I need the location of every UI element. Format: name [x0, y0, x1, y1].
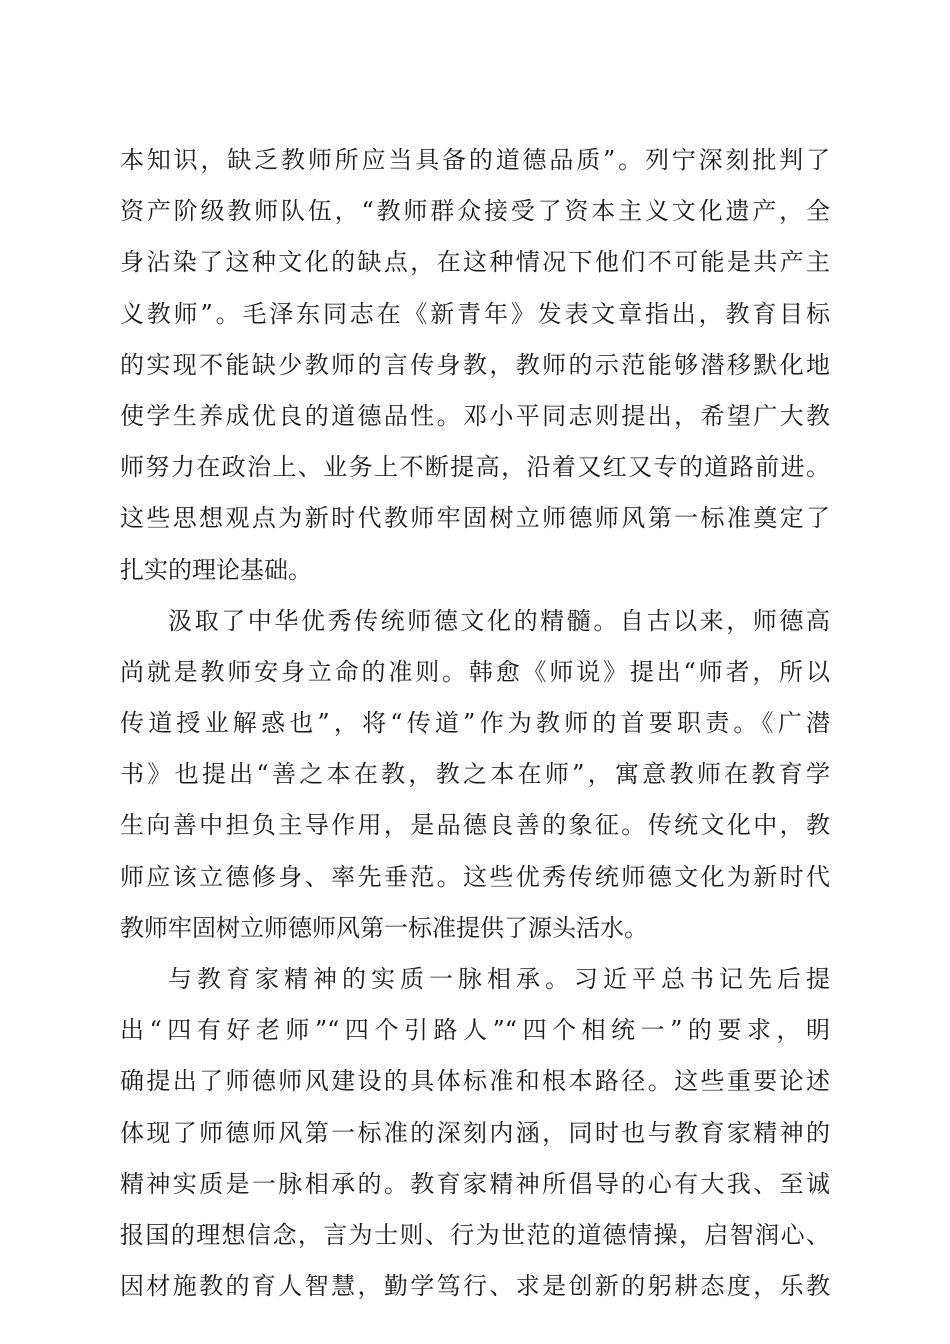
text-line: 义教师”。毛泽东同志在《新青年》发表文章指出，教育目标	[120, 299, 830, 328]
text-line: 师努力在政治上、业务上不断提高，沿着又红又专的道路前进。	[120, 453, 830, 482]
text-line: 生向善中担负主导作用，是品德良善的象征。传统文化中，教	[120, 811, 830, 840]
text-line: 使学生养成优良的道德品性。邓小平同志则提出，希望广大教	[120, 401, 830, 430]
body-text	[120, 135, 830, 1312]
text-line: 与教育家精神的实质一脉相承。习近平总书记先后提	[168, 965, 830, 993]
text-line: 这些思想观点为新时代教师牢固树立师德师风第一标准奠定了	[120, 504, 830, 533]
text-line: 的实现不能缺少教师的言传身教，教师的示范能够潜移默化地	[120, 350, 830, 379]
text-line: 本知识，缺乏教师所应当具备的道德品质”。列宁深刻批判了	[120, 146, 830, 174]
text-line: 传道授业解惑也”，将“传道”作为教师的首要职责。《广潜	[120, 709, 830, 738]
text-line: 书》也提出“善之本在教，教之本在师”，寓意教师在教育学	[120, 760, 830, 789]
paragraph-traditional-culture	[120, 596, 830, 954]
text-line: 出“四有好老师”“四个引路人”“四个相统一”的要求，明	[120, 1016, 830, 1045]
text-line: 汲取了中华优秀传统师德文化的精髓。自古以来，师德高	[168, 606, 830, 635]
paragraph-marxist-theory	[120, 135, 830, 596]
text-line: 报国的理想信念，言为士则、行为世范的道德情操，启智润心、	[120, 1220, 830, 1249]
paragraph-educator-spirit	[120, 954, 830, 1312]
text-line: 扎实的理论基础。	[120, 555, 312, 584]
text-line: 师应该立德修身、率先垂范。这些优秀传统师德文化为新时代	[120, 862, 830, 891]
text-line: 体现了师德师风第一标准的深刻内涵，同时也与教育家精神的	[120, 1118, 830, 1147]
text-line: 精神实质是一脉相承的。教育家精神所倡导的心有大我、至诚	[120, 1169, 830, 1198]
text-line: 因材施教的育人智慧，勤学笃行、求是创新的躬耕态度，乐教	[120, 1272, 830, 1301]
text-line: 教师牢固树立师德师风第一标准提供了源头活水。	[120, 913, 648, 942]
text-line: 确提出了师德师风建设的具体标准和根本路径。这些重要论述	[120, 1067, 830, 1096]
text-line: 身沾染了这种文化的缺点，在这种情况下他们不可能是共产主	[120, 248, 830, 277]
text-line: 资产阶级教师队伍，“教师群众接受了资本主义文化遗产，全	[120, 197, 830, 226]
text-line: 尚就是教师安身立命的准则。韩愈《师说》提出“师者，所以	[120, 657, 830, 686]
